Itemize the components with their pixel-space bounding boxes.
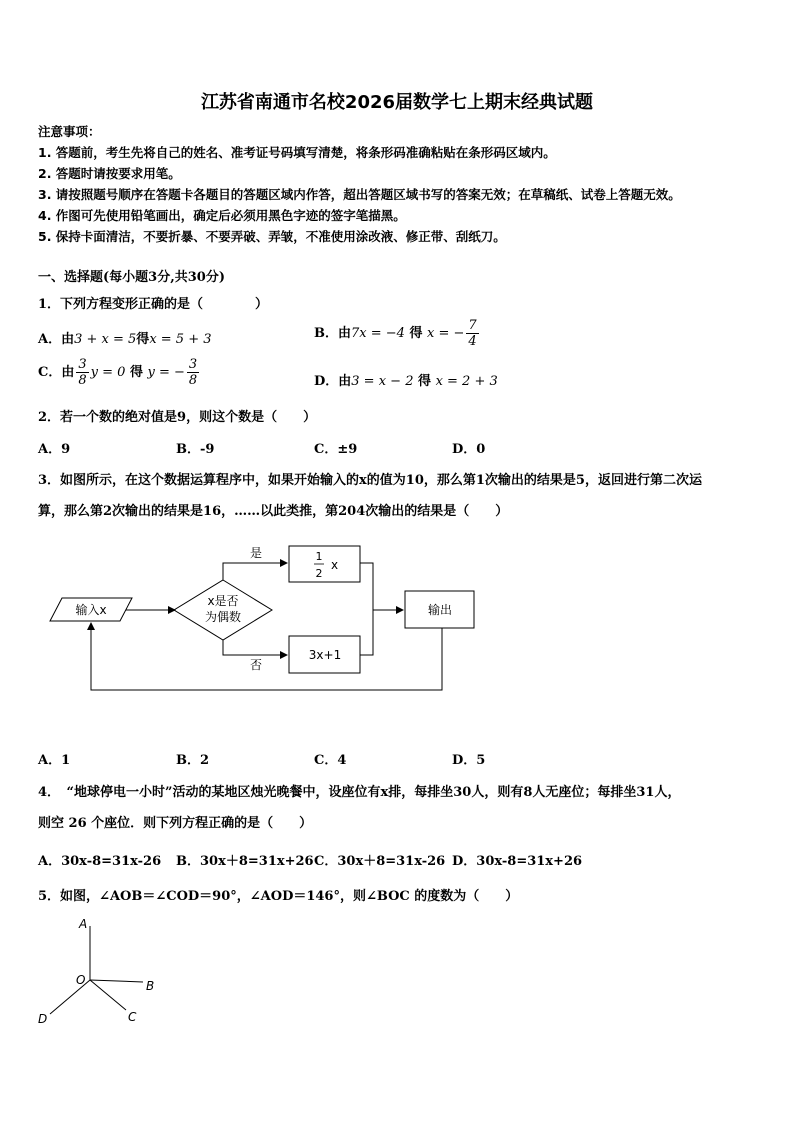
question-5-stem: 5．如图，∠AOB＝∠COD＝90°，∠AOD＝146°，则∠BOC 的度数为（ ） <box>38 889 519 904</box>
angle-diagram <box>30 910 170 1035</box>
point-a-label: A <box>79 917 88 931</box>
q2-option-d: D．0 <box>452 442 486 457</box>
flow-no-label: 否 <box>249 658 263 672</box>
q2-option-b: B．-9 <box>176 442 215 457</box>
question-3-line2: 算，那么第2次输出的结果是16，……以此类推，第204次输出的结果是（ ） <box>38 504 509 519</box>
q4-option-b: B．30x＋8=31x+26 <box>176 854 314 869</box>
flow-decision-label: 为偶数 <box>204 610 242 624</box>
operation-half-box <box>289 546 360 582</box>
q1-option-a: A．由3 + x = 5得x = 5 + 3 <box>38 332 212 347</box>
point-b-label: B <box>146 979 155 993</box>
q4-option-a: A．30x-8=31x-26 <box>38 854 162 869</box>
q3-option-b: B．2 <box>176 753 210 768</box>
flow-half-numerator: 1 <box>315 550 323 563</box>
q3-option-a: A．1 <box>38 753 71 768</box>
question-4-line2: 则空 26 个座位．则下列方程正确的是（ ） <box>38 816 313 831</box>
flowchart-diagram <box>30 530 490 705</box>
q2-option-c: C．±9 <box>314 442 358 457</box>
ray-ob <box>90 980 143 982</box>
flow-output-label: 输出 <box>427 603 453 617</box>
flow-decision-label: x是否 <box>207 594 239 608</box>
flow-input-label: 输入x <box>75 603 107 617</box>
point-c-label: C <box>128 1010 137 1024</box>
flow-yes-label: 是 <box>249 546 263 560</box>
notice-item: 5. 保持卡面清洁，不要折暴、不要弄破、弄皱，不准使用涂改液、修正带、刮纸刀。 <box>38 229 506 244</box>
q3-option-c: C．4 <box>314 753 347 768</box>
page-title: 江苏省南通市名校2026届数学七上期末经典试题 <box>200 92 594 113</box>
question-2-stem: 2．若一个数的绝对值是9，则这个数是（ ） <box>38 410 317 425</box>
question-1-stem: 1．下列方程变形正确的是（ ） <box>38 297 269 312</box>
flow-half-denominator: 2 <box>315 567 323 580</box>
ray-oc <box>90 980 126 1010</box>
notice-item: 4. 作图可先使用铅笔画出，确定后必须用黑色字迹的签字笔描黑。 <box>38 208 406 223</box>
flow-half-variable: x <box>331 558 339 572</box>
question-4-line1: 4． “地球停电一小时”活动的某地区烛光晚餐中，设座位有x排，每排坐30人，则有8人无座位；每排坐31人， <box>38 785 681 800</box>
point-o-label: O <box>76 973 86 987</box>
notice-item: 2. 答题时请按要求用笔。 <box>38 166 181 181</box>
q1-option-b: B．由7x = −4 得 x = − $\frac{7}{4}$ <box>314 318 477 349</box>
notice-heading: 注意事项： <box>38 124 101 139</box>
q1-option-d: D．由3 = x − 2 得 x = 2 + 3 <box>314 374 498 389</box>
q4-option-c: C．30x＋8=31x-26 <box>314 854 446 869</box>
question-3-line1: 3．如图所示，在这个数据运算程序中，如果开始输入的x的值为10，那么第1次输出的结果是5，返回进行第二次运 <box>38 473 702 488</box>
q2-option-a: A．9 <box>38 442 71 457</box>
q3-option-d: D．5 <box>452 753 486 768</box>
notice-item: 1. 答题前，考生先将自己的姓名、准考证号码填写清楚，将条形码准确粘贴在条形码区域内。 <box>38 145 556 160</box>
point-d-label: D <box>38 1012 48 1026</box>
flow-triple-label: 3x+1 <box>308 648 342 662</box>
q4-option-d: D．30x-8=31x+26 <box>452 854 583 869</box>
q1-option-c: C．由 $\frac{3}{8}$ y = 0 得 y = − $\frac{3}{8}$ <box>38 357 198 388</box>
notice-item: 3. 请按照题号顺序在答题卡各题目的答题区域内作答，超出答题区域书写的答案无效；在草稿纸、试卷上答题无效。 <box>38 187 681 202</box>
section-heading: 一、选择题(每小题3分,共30分) <box>38 270 225 285</box>
